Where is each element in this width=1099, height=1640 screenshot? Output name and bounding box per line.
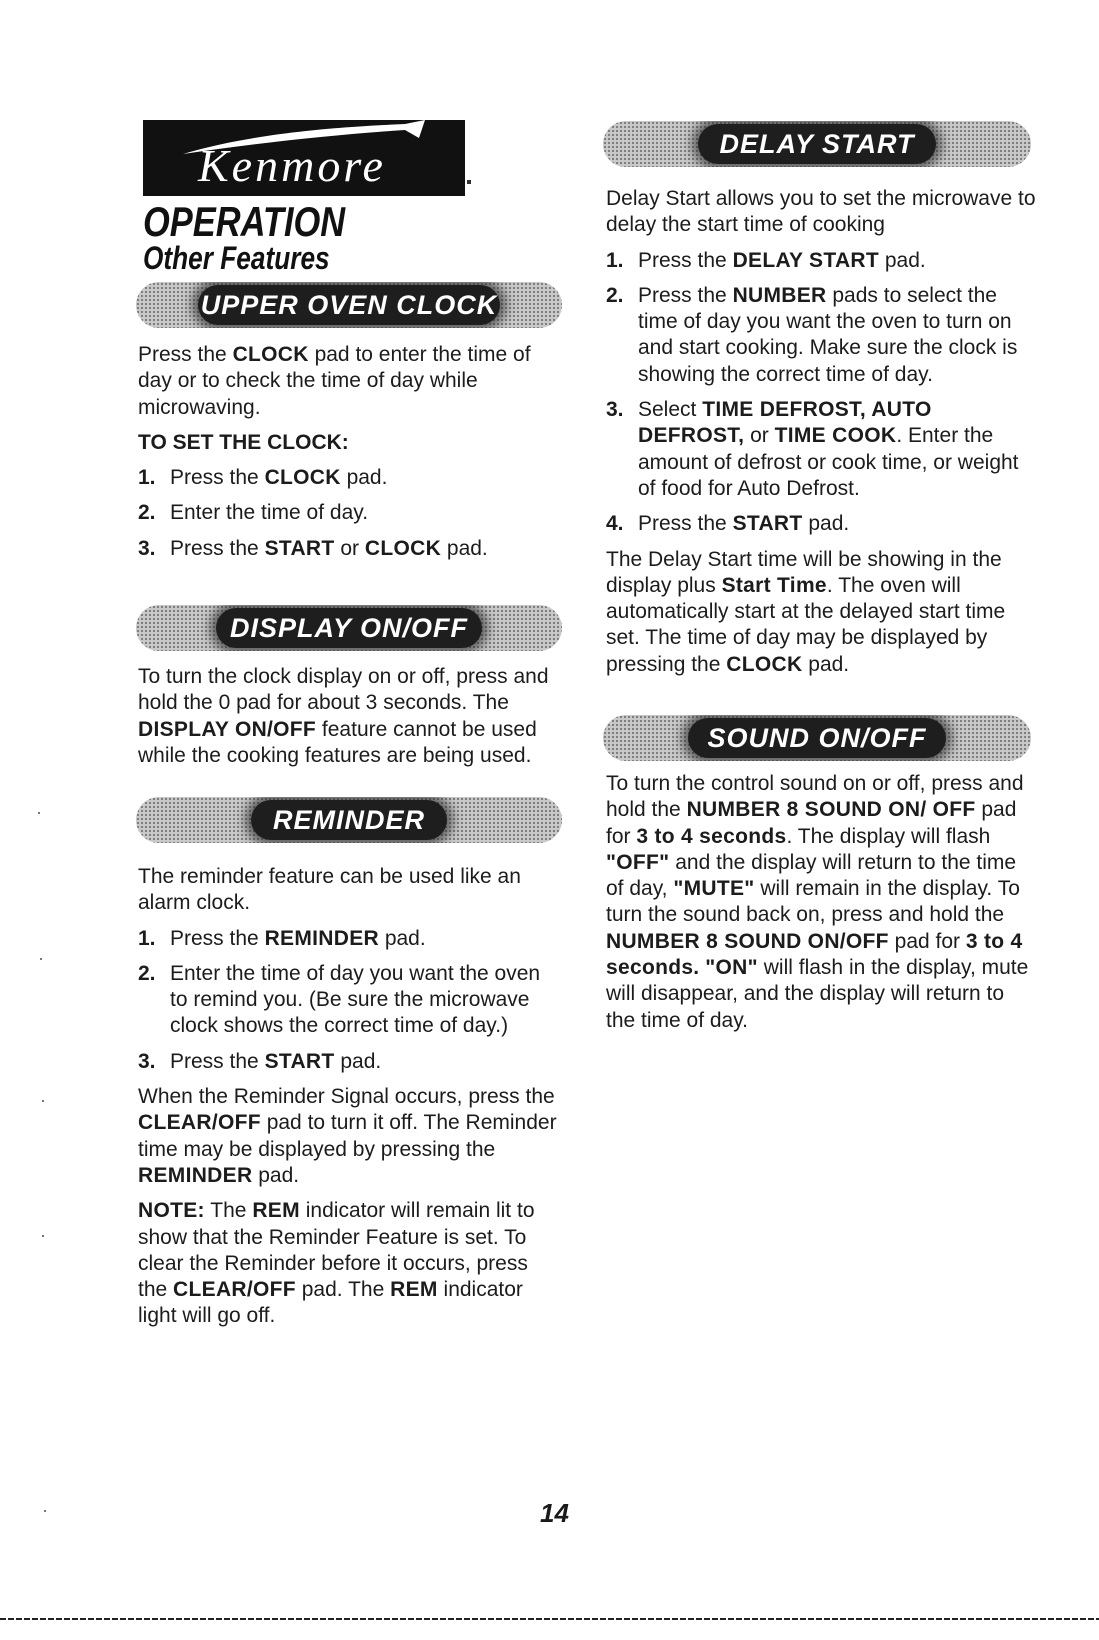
delay-start-body: [606, 186, 1036, 687]
upper-oven-clock-body: [138, 342, 558, 571]
banner-sound-onoff: [603, 715, 1031, 761]
display-paragraph: To turn the clock display on or off, press and hold the 0 pad for about 3 seconds. The DISPLAY ON/OFF feature cannot be used while the cooking features are being used.: [138, 665, 549, 767]
list-item: 3. Press the START pad.: [138, 1049, 382, 1073]
set-clock-heading: TO SET THE CLOCK:: [138, 430, 349, 454]
list-item: 2. Enter the time of day.: [138, 501, 369, 525]
display-onoff-body: [138, 664, 558, 778]
delay-outro: The Delay Start time will be showing in the display plus Start Time. The oven will automatically start at the delayed start time set. The time of day may be displayed by pressing the CLOCK pad.: [606, 547, 1006, 676]
reminder-intro: The reminder feature can be used like an alarm clock.: [138, 865, 521, 915]
scan-speck: [38, 812, 40, 814]
scan-speck: [44, 1510, 46, 1512]
list-item: 3. Select TIME DEFROST, AUTO DEFROST, or TIME COOK. Enter the amount of defrost or cook time, or weight of food for Auto Defrost.: [606, 398, 1019, 500]
list-item: 1. Press the DELAY START pad.: [606, 248, 926, 272]
banner-label: SOUND ON/OFF: [707, 723, 927, 753]
list-item: 1. Press the CLOCK pad.: [138, 466, 388, 490]
logo-wordmark: Kenmore: [198, 140, 386, 191]
reminder-signal-paragraph: When the Reminder Signal occurs, press the CLEAR/OFF pad to turn it off. The Reminder time may be displayed by pressing the REMINDER pad.: [138, 1085, 557, 1187]
banner-display-onoff: [136, 605, 562, 651]
page-number: 14: [540, 1498, 569, 1528]
reminder-note: NOTE: The REM indicator will remain lit to show that the Reminder Feature is set. To clear the Reminder before it occurs, press the CLEAR/OFF pad. The REM indicator light will go off.: [138, 1199, 535, 1328]
banner-label: DELAY START: [719, 129, 915, 159]
banner-delay-start: [603, 121, 1031, 167]
bottom-border: [0, 1618, 1099, 1620]
banner-label: REMINDER: [272, 805, 425, 835]
list-item: 2. Enter the time of day you want the oven to remind you. (Be sure the microwave clock shows the correct time of day.): [138, 961, 541, 1038]
scan-speck: [42, 1235, 44, 1237]
scan-speck: [42, 1100, 44, 1102]
banner-reminder: [136, 797, 562, 843]
list-item: 1. Press the REMINDER pad.: [138, 926, 426, 950]
banner-upper-oven-clock: [136, 282, 562, 328]
sound-onoff-body: [606, 771, 1036, 1043]
delay-intro: Delay Start allows you to set the microwave to delay the start time of cooking: [606, 187, 1036, 237]
kenmore-logo: [143, 120, 465, 196]
list-item: 2. Press the NUMBER pads to select the time of day you want the oven to turn on and start cooking. Make sure the clock is showing the correct time of day.: [606, 283, 1018, 386]
clock-intro: Press the CLOCK pad to enter the time of day or to check the time of day while microwaving.: [138, 343, 531, 419]
page-title: OPERATION: [143, 198, 346, 245]
logo-trademark-dot: [467, 180, 471, 184]
banner-label: DISPLAY ON/OFF: [229, 613, 468, 643]
page-subtitle: Other Features: [143, 240, 330, 276]
banner-label: UPPER OVEN CLOCK: [200, 290, 498, 320]
reminder-body: [138, 864, 558, 1339]
scan-speck: [40, 958, 42, 960]
list-item: 3. Press the START or CLOCK pad.: [138, 536, 488, 560]
list-item: 4. Press the START pad.: [606, 512, 850, 536]
sound-paragraph: To turn the control sound on or off, press and hold the NUMBER 8 SOUND ON/ OFF pad for 3 to 4 seconds. The display will flash "OFF" and the display will return to the time of day, "MUTE" will remain in the display. To turn the sound back on, press and hold the NUMBER 8 SOUND ON/OFF pad for 3 to 4 seconds. "ON" will flash in the display, mute will disappear, and the display will return to the time of day.: [606, 772, 1029, 1032]
